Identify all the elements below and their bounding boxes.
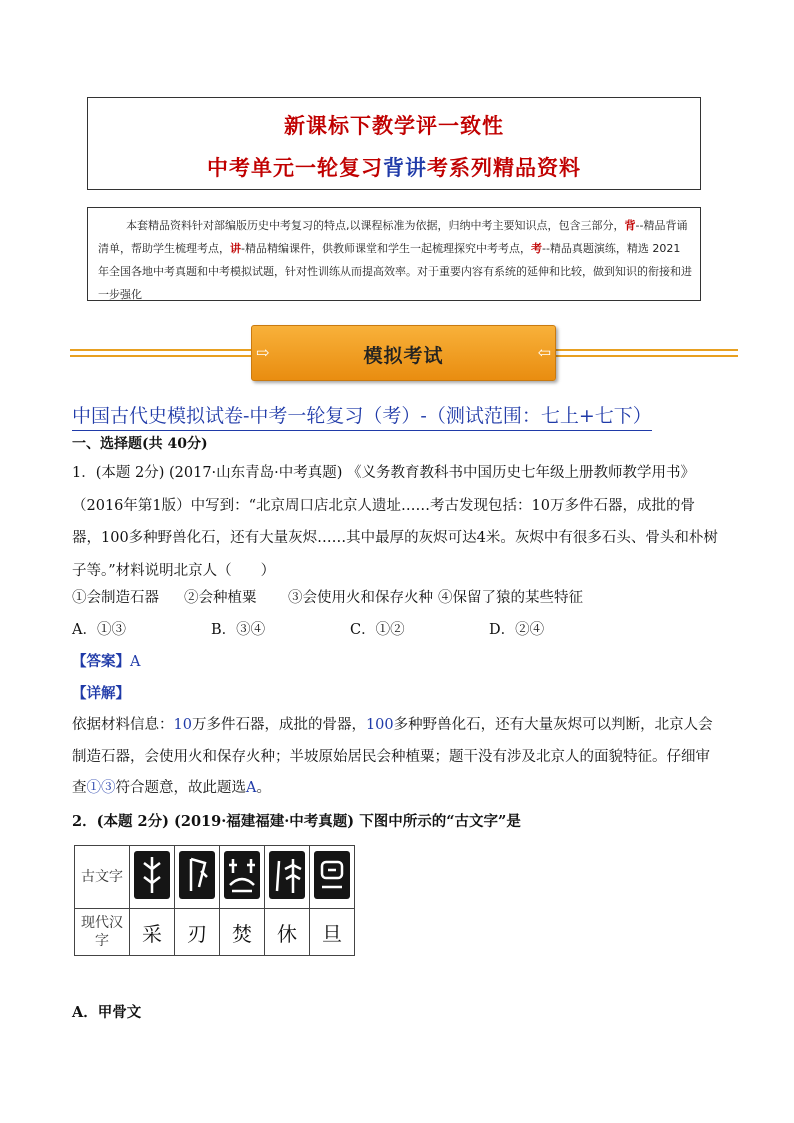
right-arrow-icon: ⇨ [256,343,270,362]
glyph-table [74,845,355,956]
ancient-glyph-dan-icon [314,851,350,899]
ancient-glyph-ren-icon [179,851,215,899]
q1-statement-2: ②会种植粟 [184,590,257,606]
q1-option-c: C．①② [350,622,405,638]
title-line-2: 中考单元一轮复习背讲考系列精品资料 [207,155,581,180]
modern-char-4: 休 [265,909,310,956]
modern-char-1: 采 [130,909,175,956]
q1-detail-label: 【详解】 [72,685,130,702]
q1-statement-4: ④保留了猿的某些特征 [438,590,583,606]
q2-stem: 2．(本题 2分) (2019·福建福建·中考真题) 下图中所示的“古文字”是 [72,813,521,830]
title-box [87,97,701,190]
modern-char-5: 旦 [310,909,355,956]
q1-statements [72,583,722,614]
part-heading: 一、选择题(共 40分) [72,436,208,452]
q1-detail-text: 依据材料信息：10万多件石器，成批的骨器，100多种野兽化石，还有大量灰烬可以判断，北京人会制造石器，会使用火和保存火种；半坡原始居民会种植粟；题干没有涉及北京人的面貌特征。仔细审查①③符合题意，故此题选A。 [72,717,713,796]
ancient-glyph-xiu-icon [269,851,305,899]
title-line-1: 新课标下教学评一致性 [284,113,504,138]
ancient-glyph-fen-icon [224,851,260,899]
q2-option-a: A．甲骨文 [72,1004,142,1021]
row-label-modern: 现代汉字 [75,909,130,956]
modern-char-3: 焚 [220,909,265,956]
q1-statement-1: ①会制造石器 [72,590,159,606]
q1-option-d: D．②④ [489,622,545,638]
q1-answer: 【答案】A [72,653,141,670]
row-label-ancient: 古文字 [75,846,130,909]
q1-option-b: B．③④ [211,622,266,638]
intro-box: 本套精品资料针对部编版历史中考复习的特点,以课程标准为依据，归纳中考主要知识点，包含三部分，背--精品背诵清单，帮助学生梳理考点，讲-精品精编课件，供教师课堂和学生一起梳理探究中考考点，考--精品真题演练，精选 2021 年全国各地中考真题和中考模拟试题，针对性训练从而提高效率。对于重要内容有系统的延伸和比较，做到知识的衔接和进一步强化 [87,207,701,301]
ancient-glyph-cai-icon [134,851,170,899]
left-arrow-icon: ⇦ [537,343,551,362]
modern-char-2: 刃 [175,909,220,956]
q1-option-a: A．①③ [72,622,126,638]
q1-options [72,615,722,646]
section-banner [251,325,556,381]
banner-label: 模拟考试 [363,345,444,367]
q1-stem: 1．(本题 2分) (2017·山东青岛·中考真题) 《义务教育教科书中国历史七年级上册教师教学用书》（2016年第1版）中写到：“北京周口店北京人遗址……考古发现包括：10万多件石器，成批的骨器，100多种野兽化石，还有大量灰烬……其中最厚的灰烬可达4米。灰烬中有很多石头、骨头和朴树子等。”材料说明北京人（ ） [72,465,718,579]
q1-statement-3: ③会使用火和保存火种 [288,590,433,606]
section-title: 中国古代史模拟试卷-中考一轮复习（考）-（测试范围：七上+七下） [72,401,652,431]
